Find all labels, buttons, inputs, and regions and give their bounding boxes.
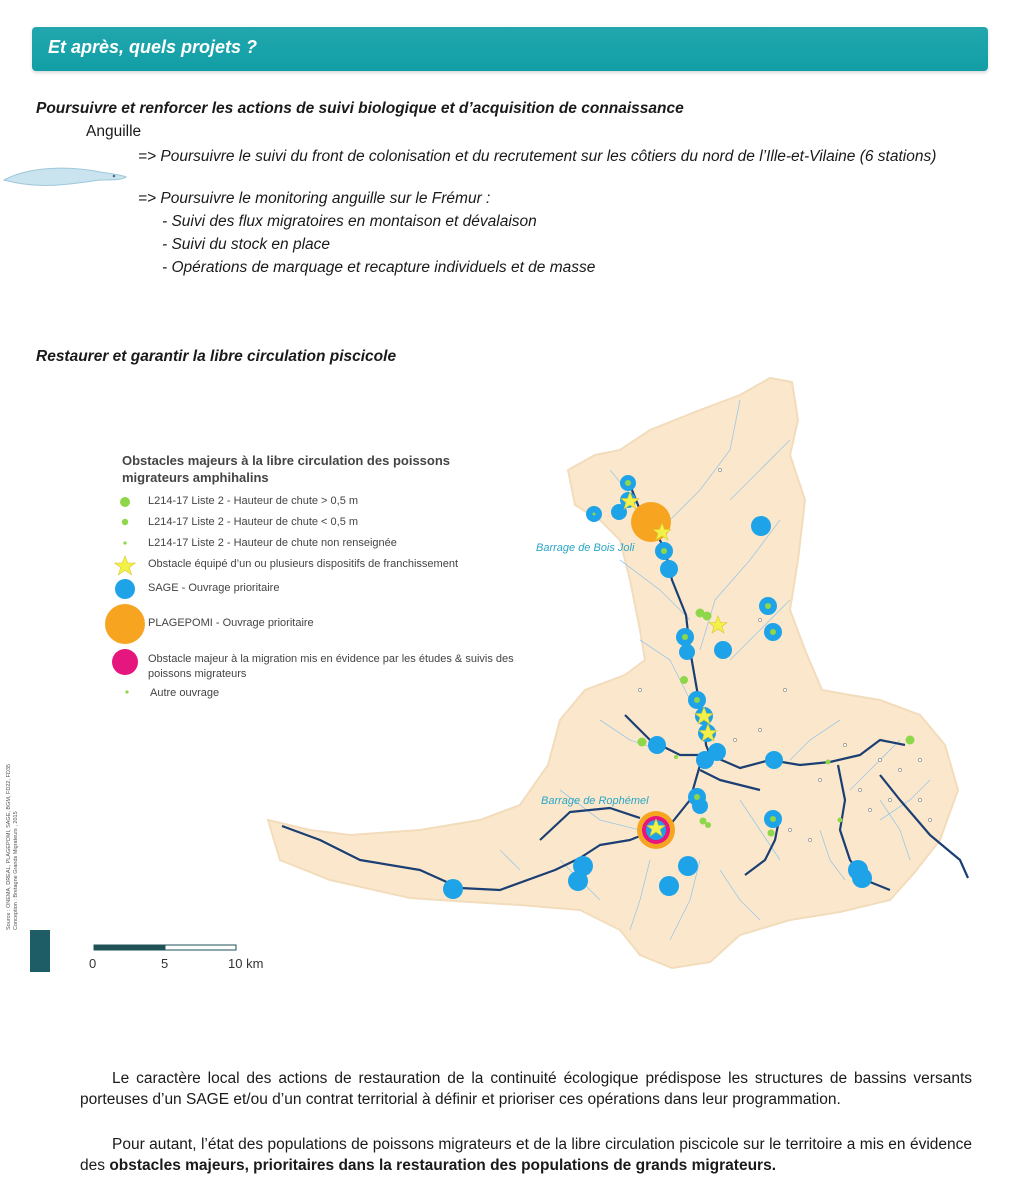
legend-symbol-star <box>115 556 136 575</box>
scale-bar <box>94 945 236 950</box>
eel-icon <box>0 158 130 194</box>
scale-label: 5 <box>161 956 169 971</box>
bullet-fremur: => Poursuivre le monitoring anguille sur le Frémur : <box>138 190 491 207</box>
section-banner <box>32 27 988 71</box>
map-legend-symbols <box>105 497 145 694</box>
place-label-bois-joli: Barrage de Bois Joli <box>536 542 635 554</box>
legend-label: Obstacle équipé d’un ou plusieurs dispositifs de franchissement <box>148 558 459 570</box>
banner-title: Et après, quels projets ? <box>48 37 258 57</box>
legend-symbol-medium-green <box>122 519 128 525</box>
footer-paragraph-1: Le caractère local des actions de restauration de la continuité écologique prédispose les structures de bassins versants porteuses d’un SAGE et/ou d’un contrat territorial à définir et prioriser ces opérations dans leur programmation. <box>80 1070 972 1108</box>
section1-heading: Poursuivre et renforcer les actions de suivi biologique et d’acquisition de connaissance <box>36 100 684 117</box>
source-text: Source : ONEMA, DREAL, PLAGEPOMI, SAGE, BGM, FD22, FD35 <box>6 764 12 930</box>
bgm-logo <box>30 930 50 972</box>
legend-label: SAGE - Ouvrage prioritaire <box>148 582 280 594</box>
map-legend-title: Obstacles majeurs à la libre circulation des poissons migrateurs amphihalins <box>122 453 451 485</box>
footer-bold-text: obstacles majeurs, prioritaires dans la restauration des populations de grands migrateurs. <box>109 1157 777 1174</box>
sub-item: - Opérations de marquage et recapture individuels et de masse <box>162 259 596 276</box>
sub-item: - Suivi du stock en place <box>162 236 331 253</box>
footer-paragraph-2 <box>80 1134 972 1176</box>
legend-symbol-small-green <box>123 541 126 544</box>
sub-item: - Suivi des flux migratoires en montaison et dévalaison <box>162 213 537 230</box>
legend-symbol-plagepomi <box>105 604 145 644</box>
legend-label: Autre ouvrage <box>150 687 220 699</box>
scale-label: 10 km <box>228 956 264 971</box>
legend-label: PLAGEPOMI - Ouvrage prioritaire <box>148 617 314 629</box>
legend-label: L214-17 Liste 2 - Hauteur de chute < 0,5 m <box>148 516 359 528</box>
bullet-colonisation: => Poursuivre le suivi du front de colonisation et du recrutement sur les côtiers du nord de l’Ille-et-Vilaine (6 stations) <box>138 148 937 165</box>
species-label: Anguille <box>86 123 142 140</box>
map-source <box>6 720 28 930</box>
legend-symbol-major <box>112 649 138 675</box>
legend-label: L214-17 Liste 2 - Hauteur de chute non renseignée <box>148 537 397 549</box>
legend-symbol-other <box>125 690 128 693</box>
legend-label: L214-17 Liste 2 - Hauteur de chute > 0,5 m <box>148 495 359 507</box>
scale-label: 0 <box>89 956 97 971</box>
place-label-rophemel: Barrage de Rophémel <box>541 795 649 807</box>
legend-label: Obstacle majeur à la migration mis en évidence par les études & suivis des poissons migrateurs <box>148 653 514 680</box>
legend-symbol-large-green <box>120 497 130 507</box>
section2-heading: Restaurer et garantir la libre circulation piscicole <box>36 348 397 365</box>
footer-text: Pour autant, l’état des populations de poissons migrateurs et de la libre circulation piscicole sur le territoire a mis en évidence des <box>80 1136 972 1174</box>
conception-text: Conception : Bretagne Grands Migrateurs , 2015 <box>13 811 19 930</box>
legend-symbol-sage <box>115 579 135 599</box>
